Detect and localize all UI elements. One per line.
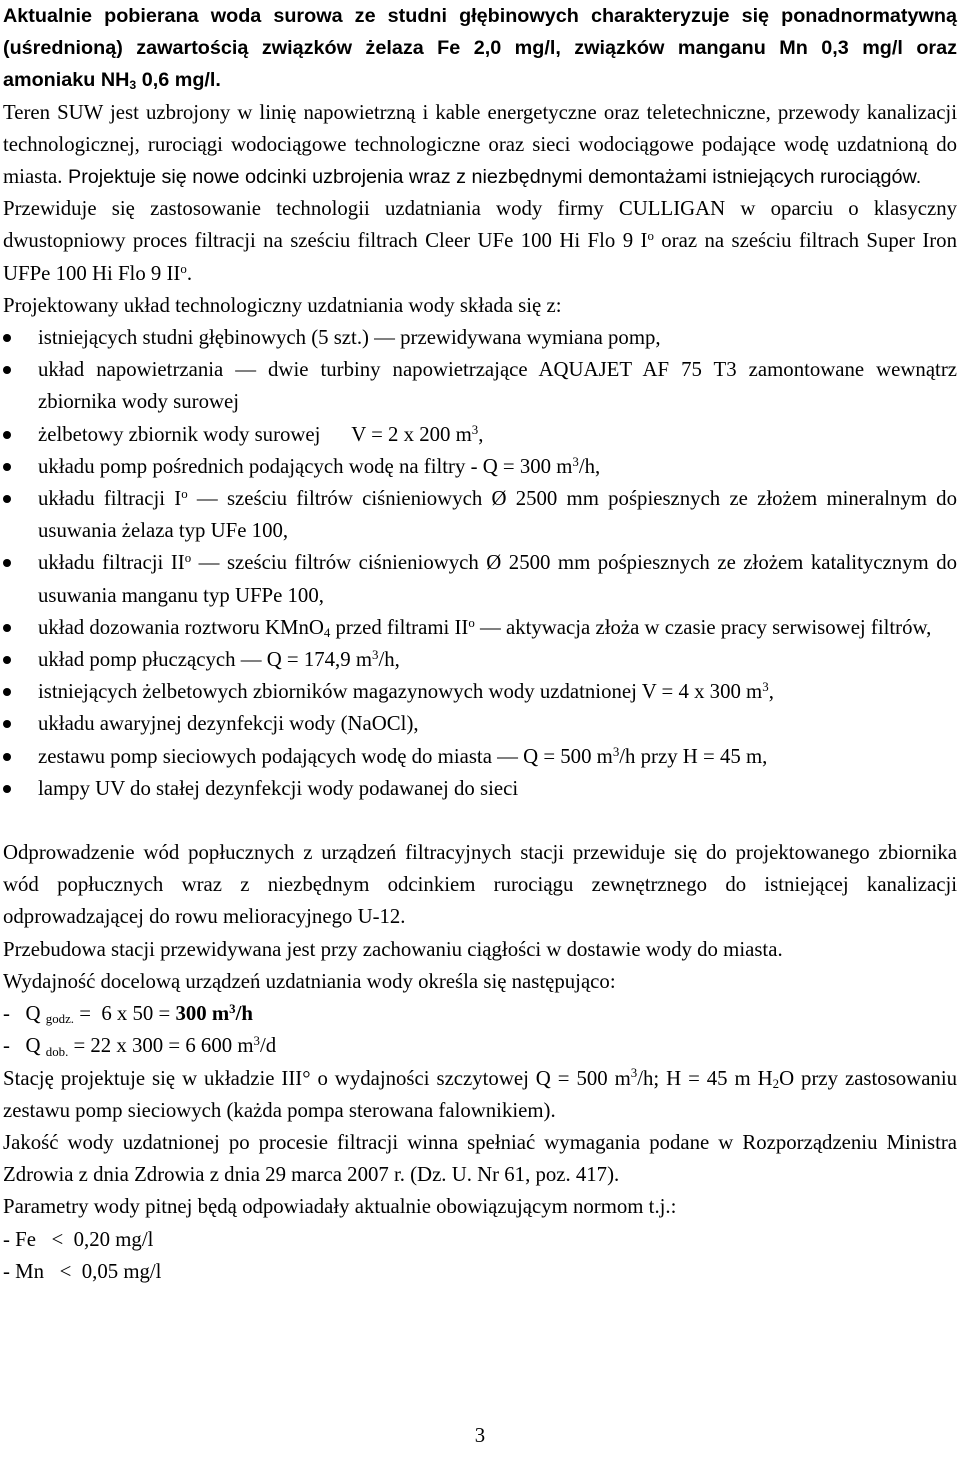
paragraph-reconstruction: Przebudowa stacji przewidywana jest przy zachowaniu ciągłości w dostawie wody do miasta. <box>3 937 783 961</box>
list-item-text: żelbetowy zbiornik wody surowej V = 2 x 200 m <box>38 422 472 446</box>
superscript: 3 <box>471 422 479 437</box>
text-design-stage-tail: O przy zastosowaniu zestawu pomp sieciowych (każda pompa sterowana falownikiem). <box>3 1066 958 1122</box>
text-raw-water: Aktualnie pobierana woda surowa ze studni głębinowych charakteryzuje się ponadnormatywną (uśrednioną) zawartością związków żelaza Fe 2,0 mg/l, związków manganu Mn 0,3 mg/l oraz amoniaku NH <box>3 5 957 92</box>
bullet-icon <box>3 431 11 439</box>
text-technology-end: . <box>186 261 193 285</box>
subscript: 3 <box>129 78 137 93</box>
list-item-text-tail: — aktywacja złoża w czasie pracy serwisowej filtrów, <box>474 615 932 639</box>
paragraph-design-stage <box>3 1063 957 1127</box>
bullet-icon <box>3 495 11 503</box>
list-item-text: układu pomp pośrednich podających wodę na filtry - Q = 300 m <box>38 454 573 478</box>
list-item-text: układu awaryjnej dezynfekcji wody (NaOCl), <box>38 712 419 736</box>
superscript: o <box>647 229 654 244</box>
list-item <box>3 708 957 740</box>
parameter-mn: - Mn < 0,05 mg/l <box>3 1259 162 1283</box>
bullet-icon <box>3 463 11 471</box>
list-item <box>3 676 957 708</box>
list-item <box>3 483 957 547</box>
list-item-text: istniejących studni głębinowych (5 szt.) — przewidywana wymiana pomp, <box>38 326 661 350</box>
list-item-text: układ pomp płuczących — Q = 174,9 m <box>38 648 373 672</box>
bullet-icon <box>3 334 11 342</box>
list-item-text: istniejących żelbetowych zbiorników magazynowych wody uzdatnionej V = 4 x 300 m <box>38 680 763 704</box>
bullet-icon <box>3 559 11 567</box>
list-item <box>3 419 957 451</box>
list-item-text-mid: przed filtrami II <box>330 615 469 639</box>
list-item-text-tail: , <box>768 680 774 704</box>
paragraph-raw-water <box>3 0 957 97</box>
list-item-text-tail: — sześciu filtrów ciśnieniowych Ø 2500 mm pośpiesznych ze złożem mineralnym do usuwania żelaza typ UFe 100, <box>38 487 957 543</box>
superscript: 3 <box>253 1034 260 1049</box>
capacity-value: 300 m <box>175 1002 230 1026</box>
document-page <box>3 0 957 1288</box>
superscript: 3 <box>762 680 769 695</box>
text-design-stage-mid: /h; H = 45 m H <box>637 1066 773 1090</box>
subscript: 2 <box>772 1076 780 1091</box>
text-site-utilities: Teren SUW jest uzbrojony w linię napowietrzną i kable energetyczne oraz teletechniczne, przewody kanalizacji technologicznej, rurociągi wodociągowe technologiczne oraz sieci wodociągowe podające wodę uzdatnioną do miasta. <box>3 100 957 189</box>
text-raw-water-tail: 0,6 mg/l. <box>136 69 221 92</box>
subscript: dob. <box>45 1044 69 1059</box>
superscript: 3 <box>372 647 379 662</box>
capacity-label: - Q <box>3 1034 46 1058</box>
text-new-sections: Projektuje się nowe odcinki uzbrojenia wraz z niezbędnymi demontażami istniejących rurociągów. <box>62 166 922 189</box>
superscript: 3 <box>572 454 579 469</box>
component-list <box>3 322 957 805</box>
list-item <box>3 354 957 418</box>
subscript: 4 <box>323 626 331 641</box>
list-item <box>3 322 957 354</box>
capacity-unit: /d <box>259 1034 277 1058</box>
superscript: 3 <box>229 1002 236 1017</box>
list-item-text: zestawu pomp sieciowych podających wodę do miasta — Q = 500 m <box>38 744 613 768</box>
list-item-text: układ dozowania roztworu KMnO <box>38 615 324 639</box>
bullet-icon <box>3 688 11 696</box>
list-item <box>3 547 957 611</box>
bullet-icon <box>3 656 11 664</box>
list-item-text: układ napowietrzania — dwie turbiny napowietrzające AQUAJET AF 75 T3 zamontowane wewnątrz zbiornika wody surowej <box>38 358 957 414</box>
paragraph-capacity-intro: Wydajność docelową urządzeń uzdatniania wody określa się następująco: <box>3 969 616 993</box>
list-item <box>3 741 957 773</box>
superscript: o <box>181 486 188 501</box>
bullet-icon <box>3 785 11 793</box>
superscript: o <box>468 615 475 630</box>
bullet-icon <box>3 720 11 728</box>
paragraph-parameters: Parametry wody pitnej będą odpowiadały aktualnie obowiązującym normom t.j.: <box>3 1195 677 1219</box>
list-item-text: układu filtracji I <box>38 487 182 511</box>
paragraph-backwash: Odprowadzenie wód popłucznych z urządzeń filtracyjnych stacji przewiduje się do projektowanego zbiornika wód popłucznych wraz z niezbędnym odcinkiem rurociągu zewnętrznego do istniejącej kanalizacji odprowadzającej do rowu melioracyjnego U-12. <box>3 841 957 929</box>
text-design-stage: Stację projektuje się w układzie III° o wydajności szczytowej Q = 500 m <box>3 1066 631 1090</box>
capacity-daily <box>3 1030 957 1062</box>
paragraph-site-utilities <box>3 97 957 194</box>
text-technology-2: oraz na sześciu filtrach Super Iron UFPe 100 Hi Flo 9 II <box>3 229 957 285</box>
paragraph-system-intro: Projektowany układ technologiczny uzdatniania wody składa się z: <box>3 293 562 317</box>
parameter-fe: - Fe < 0,20 mg/l <box>3 1227 154 1251</box>
list-item <box>3 773 957 805</box>
paragraph-technology <box>3 193 957 290</box>
paragraph-water-quality: Jakość wody uzdatnionej po procesie filtracji winna spełniać wymagania podane w Rozporządzeniu Ministra Zdrowia z dnia Zdrowia z dnia 29 marca 2007 r. (Dz. U. Nr 61, poz. 417). <box>3 1130 957 1187</box>
bullet-icon <box>3 624 11 632</box>
list-item-text-tail: — sześciu filtrów ciśnieniowych Ø 2500 mm pośpiesznych ze złożem katalitycznym do usuwania manganu typ UFPe 100, <box>38 551 957 607</box>
capacity-formula: = 22 x 300 = 6 600 m <box>68 1034 254 1058</box>
subscript: godz. <box>45 1012 74 1027</box>
superscript: o <box>180 261 187 276</box>
capacity-hourly <box>3 998 957 1030</box>
list-item-text-tail: /h przy H = 45 m, <box>619 744 768 768</box>
text-technology: Przewiduje się zastosowanie technologii uzdatniania wody firmy CULLIGAN w oparciu o klasyczny dwustopniowy proces filtracji na sześciu filtrach Cleer UFe 100 Hi Flo 9 I <box>3 197 957 253</box>
capacity-formula: = 6 x 50 = <box>74 1002 176 1026</box>
list-item <box>3 612 957 644</box>
page-number: 3 <box>474 1424 486 1447</box>
capacity-unit: /h <box>235 1002 253 1026</box>
list-item-text-tail: , <box>478 422 484 446</box>
list-item-text-tail: /h, <box>378 648 400 672</box>
superscript: o <box>184 551 192 566</box>
capacity-label: - Q <box>3 1002 46 1026</box>
list-item <box>3 451 957 483</box>
bullet-icon <box>3 366 11 374</box>
list-item-text: lampy UV do stałej dezynfekcji wody podawanej do sieci <box>38 776 519 800</box>
spacer <box>3 805 957 837</box>
list-item <box>3 644 957 676</box>
superscript: 3 <box>612 744 620 759</box>
list-item-text: układu filtracji II <box>38 551 185 575</box>
list-item-text-tail: /h, <box>578 454 601 478</box>
bullet-icon <box>3 753 11 761</box>
superscript: 3 <box>630 1066 638 1081</box>
